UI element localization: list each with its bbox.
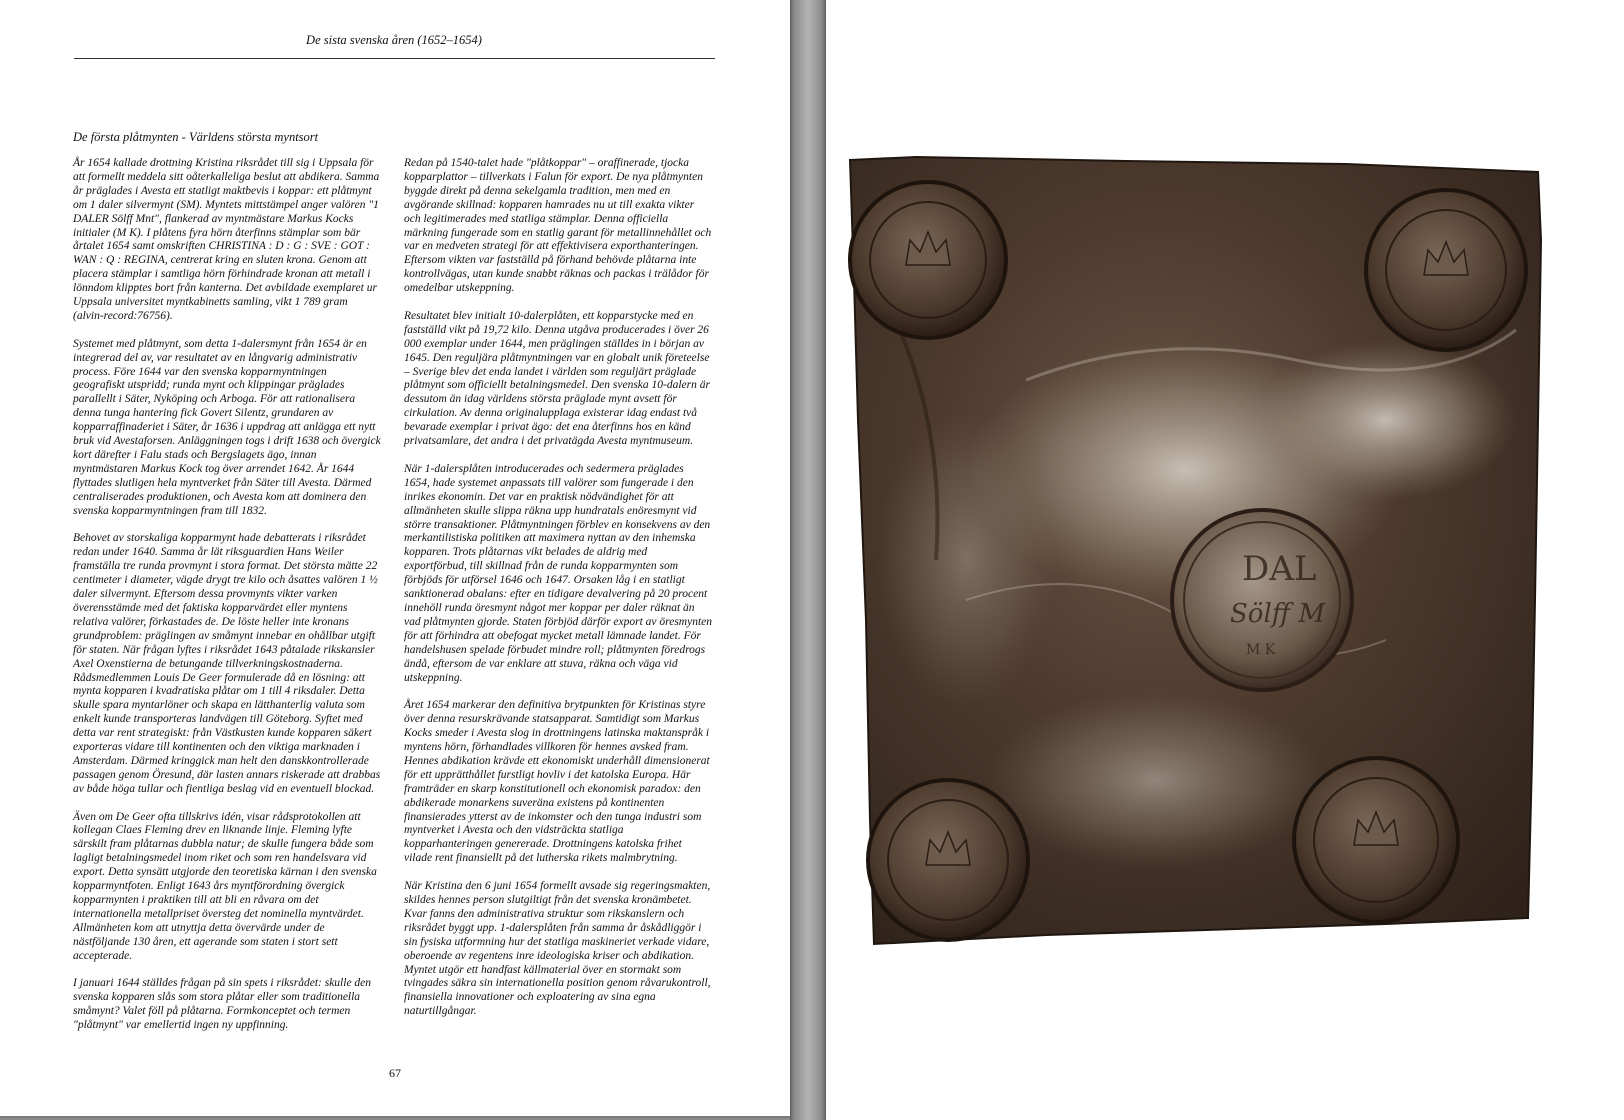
paragraph: När Kristina den 6 juni 1654 formellt avsade sig regeringsmakten, skildes hennes person slutgiltigt från det svenska kronämbetet. Kvar fanns den administrativa struktur som rikskanslern och riksrådet byggt upp. 1-dalersplåten från samma år åskådliggör i sin fysiska utformning hur det statliga maskineriet verkade vidare, oberoende av regentens inre ideologiska kriser och abdikation. Myntet utgör ett handfast källmaterial över en stormakt som tvingades säkra sin internationella position genom råvarukontroll, finansiella innovationer och exploatering av sina egna naturtillgångar.	[404, 880, 711, 1018]
paragraph: När 1-dalersplåten introducerades och sedermera präglades 1654, hade systemet anpassats till valörer som fungerade i den inrikes ekonomin. Det var en praktisk nödvändighet för att allmänheten skulle slippa räkna upp hundratals enöresmynt vid större transaktioner. Plåtmyntningen förblev en konsekvens av den merkantilistiska politiken att maximera nyttan av den inhemska kopparen. Trots plåtarnas vikt belades de aldrig med exportförbud, till skillnad från de runda kopparmynten som förbjöds för utförsel 1646 och 1647. Orsaken låg i en statligt sanktionerad obalans: efter en tidigare devalvering på 20 procent innehöll runda öresmynt något mer koppar per daler räknat än vad plåtmynten gjorde. Staten förbjöd därför export av öresmynten för att förhindra att obefogat mycket metall lämnade landet. För handelshusen spelade förbudet mindre roll; plåtmynten föredrogs ändå, eftersom de var enklare att stuva, räkna och väga vid utskeppning.	[404, 462, 713, 684]
patina-highlight	[1256, 340, 1516, 500]
book-gutter	[790, 0, 826, 1120]
right-page	[826, 0, 1624, 1120]
patina-highlight	[876, 410, 1056, 710]
paragraph: Behovet av storskaliga kopparmynt hade debatterats i riksrådet redan under 1640. Samma år lät riksguardien Hans Weiler framställa tre runda provmynt i stora format. Det största mätte 22 centimeter i diameter, vägde drygt tre kilo och åsattes valören 1 ½ daler silvermynt. Eftersom dessa provmynts vikter varken överensstämde med det faktiska kopparvärdet eller myntens relativa valörer, förkastades de. De löste heller inte kronans grundproblem: präglingen av småmynt innebar en ohållbar utgift för staten. När frågan lyftes i riksrådet 1643 påtalade rikskansler Axel Oxenstierna de betungande tillverkningskostnaderna. Rådsmedlemmen Louis De Geer formulerade då en lösning: att mynta kopparen i kvadratiska plåtar om 1 till 4 riksdaler. Detta skulle spara myntarlöner och skapa en lätthanterlig valuta som enkelt kunde transporteras landvägen till Göteborg. Syftet med detta var rent strategiskt: från Västkusten kunde kopparen säkert exporteras vidare till kontinenten och den viktiga marknaden i Amsterdam. Därmed kringgick man helt den danskkontrollerade passagen genom Öresund, där lasten annars riskerade att drabbas av både höga tullar och fientliga beslag vid en eventuell blockad.	[73, 532, 381, 795]
running-head: De sista svenska åren (1652–1654)	[306, 33, 482, 47]
header-rule	[74, 58, 715, 59]
center-stamp-value: Sölff M	[1230, 599, 1326, 629]
paragraph: Systemet med plåtmynt, som detta 1-dalersmynt från 1654 är en integrerad del av, var resultatet av en långvarig administrativ process. Före 1644 var den svenska kopparmyntningen geografiskt utspridd; runda mynt och klippingar präglades parallellt i Säter, Nyköping och Arboga. För att rationalisera denna tunga hantering fick Govert Silentz, grundaren av kopparraffinaderiet i Säter, år 1636 i uppdrag att anlägga ett nytt bruk vid Avestaforsen. Anläggningen togs i drift 1638 och övergick kort därefter i Falu stads och Bergslagets ägo, innan myntmästaren Markus Kock tog över arrendet 1642. År 1644 flyttades slutligen hela myntverket från Säter till Avesta. Därmed centraliserades produktionen, och Avesta kom att dominera den svenska kopparmyntningen fram till 1832.	[73, 337, 381, 517]
corner-stamp-bottom-right	[1294, 758, 1458, 922]
plate-coin-photo	[826, 0, 1624, 1120]
left-page	[0, 0, 790, 1118]
corner-stamp-top-left	[850, 182, 1006, 338]
corner-stamp-top-right	[1366, 190, 1526, 350]
paragraph: Även om De Geer ofta tillskrivs idén, visar rådsprotokollen att kollegan Claes Fleming drev en liknande linje. Fleming lyfte särskilt fram plåtarnas dubbla natur; de skulle fungera både som lagligt betalningsmedel inom riket och som ren handelsvara vid export. Detta synsätt utgjorde den teoretiska kärnan i den svenska kopparmyntfoten. Enligt 1643 års myntförordning övergick kopparmynten i praktiken till att bli en råvara om det internationella metallpriset översteg det nominella myntvärdet. Allmänheten kom att utnyttja detta övervärde under de nästföljande 130 åren, ett agerande som staten i stort sett accepterade.	[73, 810, 377, 962]
page-number: 67	[389, 1066, 401, 1080]
center-stamp-initials: M K	[1246, 642, 1276, 658]
paragraph: Året 1654 markerar den definitiva brytpunkten för Kristinas styre över denna resurskrävande statsapparat. Samtidigt som Markus Kocks smeder i Avesta slog in drottningens latinska maktanspråk i myntens hörn, förhandlades villkoren för hennes avsked fram. Hennes abdikation krävde ett ekonomiskt underhåll dimensionerat för ett upprätthållet furstligt hovliv i det katolska Europa. Här framträder en skarp konstitutionell och ekonomisk paradox: den abdikerade monarkens suveräna existens på kontinenten finansierades ytterst av de inkomster och den tunga industri som myntverket i Avesta och den vidsträckta statliga kopparhanteringen genererade. Drottningens katolska frihet vilade rent finansiellt på det lutherska rikets malmbrytning.	[404, 699, 710, 865]
paragraph: Redan på 1540-talet hade "plåtkoppar" – oraffinerade, tjocka kopparplattor – tillverkats i Falun för export. De nya plåtmynten byggde direkt på denna sekelgamla tradition, men med en avgörande skillnad: kopparen hamrades nu ut till exakta vikter och legitimerades med statliga stämplar. Denna officiella märkning fungerade som en statlig garant för metallinnehållet och var en medveten strategi för att effektivisera exporthanteringen. Eftersom vikten var fastställd på förhand behövde plåtarna inte kontrollvägas, utan kunde snabbt räknas och packas i trälådor för omedelbar utskeppning.	[404, 157, 712, 295]
paragraph: I januari 1644 ställdes frågan på sin spets i riksrådet: skulle den svenska kopparen slås som stora plåtar eller som traditionella småmynt? Valet föll på plåtarna. Formkonceptet och termen "plåtmynt" var emellertid ingen ny uppfinning.	[73, 977, 372, 1032]
patina-highlight	[986, 690, 1326, 870]
paragraph: Resultatet blev initialt 10-dalerplåten, ett kopparstycke med en fastställd vikt på 19,72 kilo. Denna utgåva producerades i över 26 000 exemplar under 1644, men präglingen ställdes in i början av 1645. Den reguljära plåtmyntningen var en globalt unik företeelse – Sverige blev det enda landet i världen som reguljärt präglade plåtmynt som officiellt betalningsmedel. Den svenska 10-dalern är dessutom än idag världens största präglade mynt avsett för cirkulation. Av denna originalupplaga existerar idag endast två bevarade exemplar i privat ägo: det ena återfinns hos en känd privatsamlare, det andra i det privatägda Avesta myntmuseum.	[404, 309, 710, 448]
corner-stamp-bottom-left	[868, 780, 1028, 940]
text-column-left	[73, 157, 381, 1047]
center-stamp	[1172, 510, 1352, 690]
text-column-right	[404, 157, 712, 1033]
paragraph: År 1654 kallade drottning Kristina riksrådet till sig i Uppsala för att formellt meddela sitt oåterkalleliga beslut att abdikera. Samma år präglades i Avesta ett statligt maktbevis i koppar: ett plåtmynt om 1 daler silvermynt (SM). Myntets mittstämpel anger valören "1 DALER Sölff Mnt", flankerad av myntmästare Markus Kocks initialer (M K). I plåtens fyra hörn återfinns stämplar som bär årtalet 1654 samt omskriften CHRISTINA : D : G : SVE : GOT : WAN : Q : REGINA, centrerat kring en sluten krona. Genom att placera stämplar i samtliga hörn förhindrade kronan att metall i lönndom klipptes bort från kanterna. Det avbildade exemplaret ur Uppsala universitet myntkabinetts samling, vikt 1 789 gram (alvin-record:76756).	[73, 157, 380, 322]
section-title: De första plåtmynten - Världens största myntsort	[73, 130, 319, 144]
center-stamp-denomination: DAL	[1242, 549, 1317, 589]
